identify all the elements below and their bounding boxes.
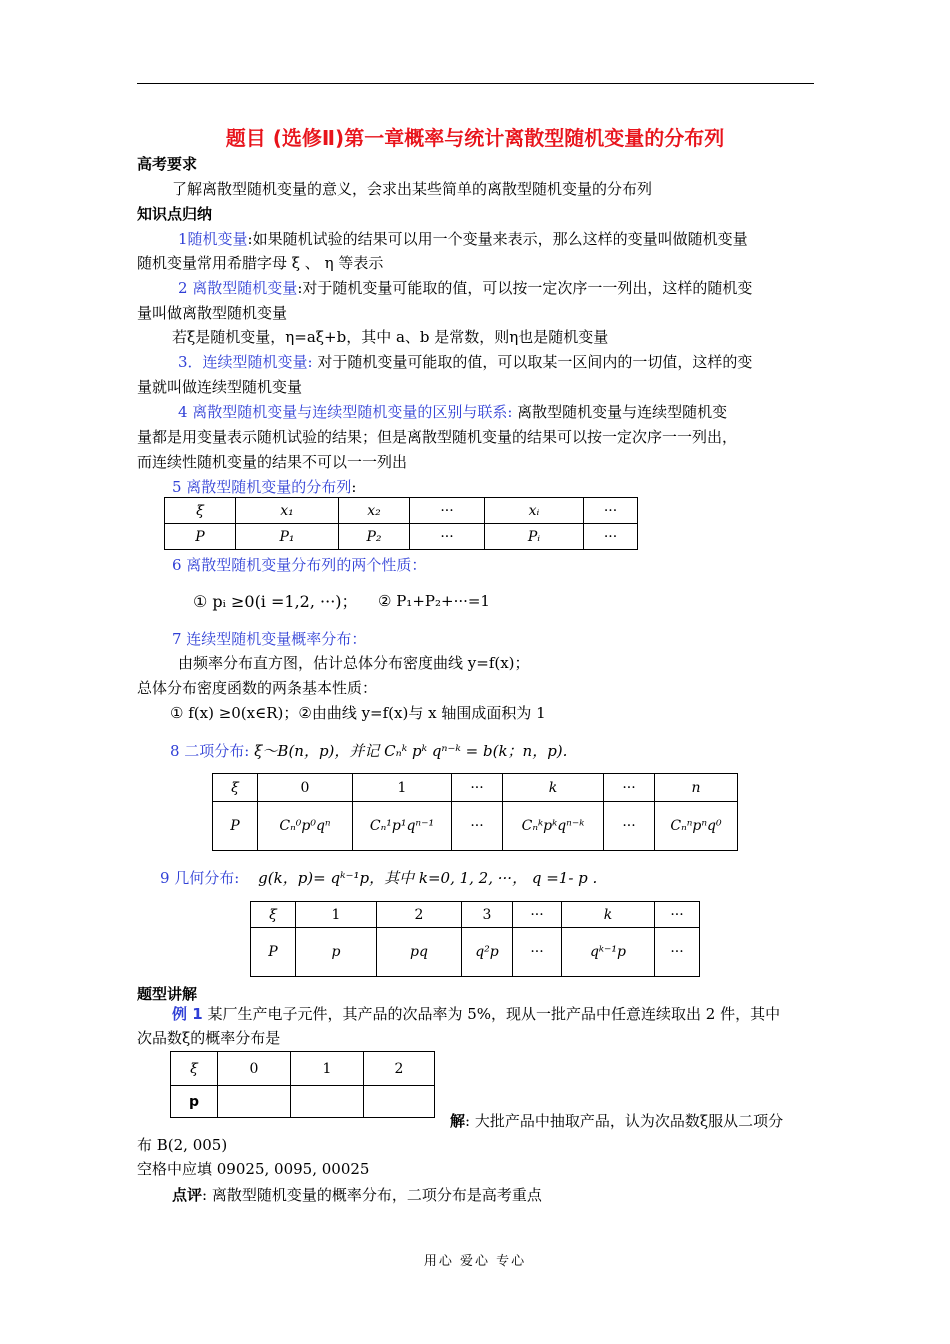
table-cell: x₁ [236, 498, 339, 524]
header-rule [137, 83, 814, 84]
table-cell: 3 [462, 902, 513, 928]
knowledge-item-2 [178, 277, 752, 298]
table-cell: 2 [364, 1052, 435, 1086]
table-cell: xᵢ [485, 498, 584, 524]
solution-cont: 布 B(2, 005) [137, 1136, 228, 1154]
table-cell: Pᵢ [485, 524, 584, 550]
knowledge-item-2-note: 若ξ是随机变量，η=aξ+b，其中 a、b 是常数，则η也是随机变量 [172, 328, 609, 346]
table-cell: Cₙ¹p¹qⁿ⁻¹ [353, 802, 452, 851]
table-cell: P₁ [236, 524, 339, 550]
table-cell: 1 [291, 1052, 364, 1086]
example-table [170, 1051, 435, 1118]
knowledge-item-7: 7 连续型随机变量概率分布： [172, 630, 367, 648]
solution-answer: 空格中应填 09025, 0095, 00025 [137, 1160, 370, 1178]
knowledge-item-3-cont: 量就叫做连续型随机变量 [137, 378, 303, 396]
table-cell: Cₙⁿpⁿq⁰ [655, 802, 738, 851]
table-cell: Cₙᵏpᵏqⁿ⁻ᵏ [503, 802, 604, 851]
table-cell: ξ [165, 498, 236, 524]
table-cell: P [165, 524, 236, 550]
comment-label: 点评 [172, 1186, 203, 1204]
item-text: 离散型随机变量与连续型随机变 [512, 403, 728, 421]
knowledge-item-5 [172, 476, 356, 497]
item-text: 对于随机变量可能取的值，可以取某一区间内的一切值，这样的变 [312, 353, 753, 371]
item-label: 1随机变量 [178, 230, 248, 248]
knowledge-item-2-cont: 量叫做离散型随机变量 [137, 304, 288, 322]
table-cell: ··· [584, 498, 638, 524]
item-label: 3．连续型随机变量: [178, 353, 313, 371]
table-cell: ξ [251, 902, 296, 928]
geometric-table [250, 901, 700, 977]
item-text: :对于随机变量可能取的值，可以按一定次序一一列出，这样的随机变 [297, 279, 753, 297]
page-footer: 用心 爱心 专心 [423, 1254, 527, 1269]
knowledge-item-1-cont: 随机变量常用希腊字母 ξ 、 η 等表示 [137, 254, 384, 272]
example-text: 某厂生产电子元件，其产品的次品率为 5%，现从一批产品中任意连续取出 2 件，其中 [202, 1005, 781, 1023]
table-cell: 0 [258, 774, 353, 802]
table-cell: ξ [213, 774, 258, 802]
table-cell: qᵏ⁻¹p [562, 928, 655, 977]
table-cell [218, 1086, 291, 1118]
knowledge-item-3 [178, 351, 752, 372]
table-cell: q²p [462, 928, 513, 977]
table-cell: k [503, 774, 604, 802]
table-cell: P [213, 802, 258, 851]
table-cell: 1 [296, 902, 377, 928]
table-cell: ··· [655, 902, 700, 928]
example-label: 例 1 [172, 1005, 203, 1023]
table-cell: x₂ [339, 498, 410, 524]
table-cell: k [562, 902, 655, 928]
geometric-formula: g(k，p)= qᵏ⁻¹p，其中 k=0, 1, 2, ···， q =1- p . [258, 869, 598, 887]
table-cell: ··· [452, 774, 503, 802]
knowledge-item-7-line1: 由频率分布直方图，估计总体分布密度曲线 y=f(x)； [178, 654, 530, 672]
table-cell [364, 1086, 435, 1118]
comment-text: : 离散型随机变量的概率分布，二项分布是高考重点 [202, 1186, 542, 1204]
section-heading-requirements: 高考要求 [137, 155, 198, 173]
knowledge-item-6: 6 离散型随机变量分布列的两个性质： [172, 556, 427, 574]
property-2: ② P₁+P₂+···=1 [378, 592, 490, 610]
item-label: 2 离散型随机变量 [178, 279, 298, 297]
table-cell: 1 [353, 774, 452, 802]
knowledge-item-7-line3: ① f(x) ≥0(x∈R)；②由曲线 y=f(x)与 x 轴围成面积为 1 [170, 704, 546, 722]
table-cell: ··· [604, 774, 655, 802]
comment [172, 1184, 542, 1205]
solution-label: 解 [450, 1112, 466, 1130]
requirement-text: 了解离散型随机变量的意义，会求出某些简单的离散型随机变量的分布列 [172, 180, 653, 198]
table-cell: 2 [377, 902, 462, 928]
example-1 [172, 1003, 780, 1024]
table-cell: ··· [410, 498, 485, 524]
item-text: :如果随机试验的结果可以用一个变量来表示，那么这样的变量叫做随机变量 [247, 230, 748, 248]
knowledge-item-1 [178, 228, 748, 249]
table-cell: Cₙ⁰p⁰qⁿ [258, 802, 353, 851]
table-cell: ··· [452, 802, 503, 851]
distribution-table [164, 497, 638, 550]
solution [450, 1110, 783, 1131]
table-cell: ··· [410, 524, 485, 550]
table-cell: ··· [513, 902, 562, 928]
table-cell: n [655, 774, 738, 802]
page-title: 题目 (选修Ⅱ)第一章概率与统计离散型随机变量的分布列 [225, 126, 725, 150]
table-cell: pq [377, 928, 462, 977]
table-cell [291, 1086, 364, 1118]
binomial-table [212, 773, 738, 851]
knowledge-item-7-line2: 总体分布密度函数的两条基本性质： [137, 679, 378, 697]
table-cell: ··· [604, 802, 655, 851]
table-cell: ··· [584, 524, 638, 550]
table-cell: ξ [171, 1052, 218, 1086]
table-cell: ··· [655, 928, 700, 977]
knowledge-item-9 [160, 867, 597, 888]
property-1: ① pᵢ ≥0(i =1,2, ···)； [193, 592, 358, 611]
item-label: 9 几何分布: [160, 869, 240, 887]
table-cell: P [251, 928, 296, 977]
knowledge-item-4 [178, 401, 727, 422]
section-heading-examples: 题型讲解 [137, 985, 198, 1003]
knowledge-item-4-cont2: 而连续性随机变量的结果不可以一一列出 [137, 453, 408, 471]
section-heading-knowledge: 知识点归纳 [137, 205, 213, 223]
table-cell: P₂ [339, 524, 410, 550]
binomial-formula: ξ～B(n，p)，并记 Cₙᵏ pᵏ qⁿ⁻ᵏ = b(k；n，p). [254, 742, 568, 760]
item-colon: : [351, 478, 357, 496]
solution-text: : 大批产品中抽取产品，认为次品数ξ服从二项分 [465, 1112, 784, 1130]
item-label: 8 二项分布: [170, 742, 250, 760]
item-label: 5 离散型随机变量的分布列 [172, 478, 352, 496]
example-1-cont: 次品数ξ的概率分布是 [137, 1029, 281, 1047]
table-cell: p [171, 1086, 218, 1118]
knowledge-item-8 [170, 740, 567, 761]
knowledge-item-4-cont1: 量都是用变量表示随机试验的结果；但是离散型随机变量的结果可以按一定次序一一列出， [137, 428, 738, 446]
table-cell: 0 [218, 1052, 291, 1086]
table-cell: ··· [513, 928, 562, 977]
item-label: 4 离散型随机变量与连续型随机变量的区别与联系: [178, 403, 513, 421]
table-cell: p [296, 928, 377, 977]
